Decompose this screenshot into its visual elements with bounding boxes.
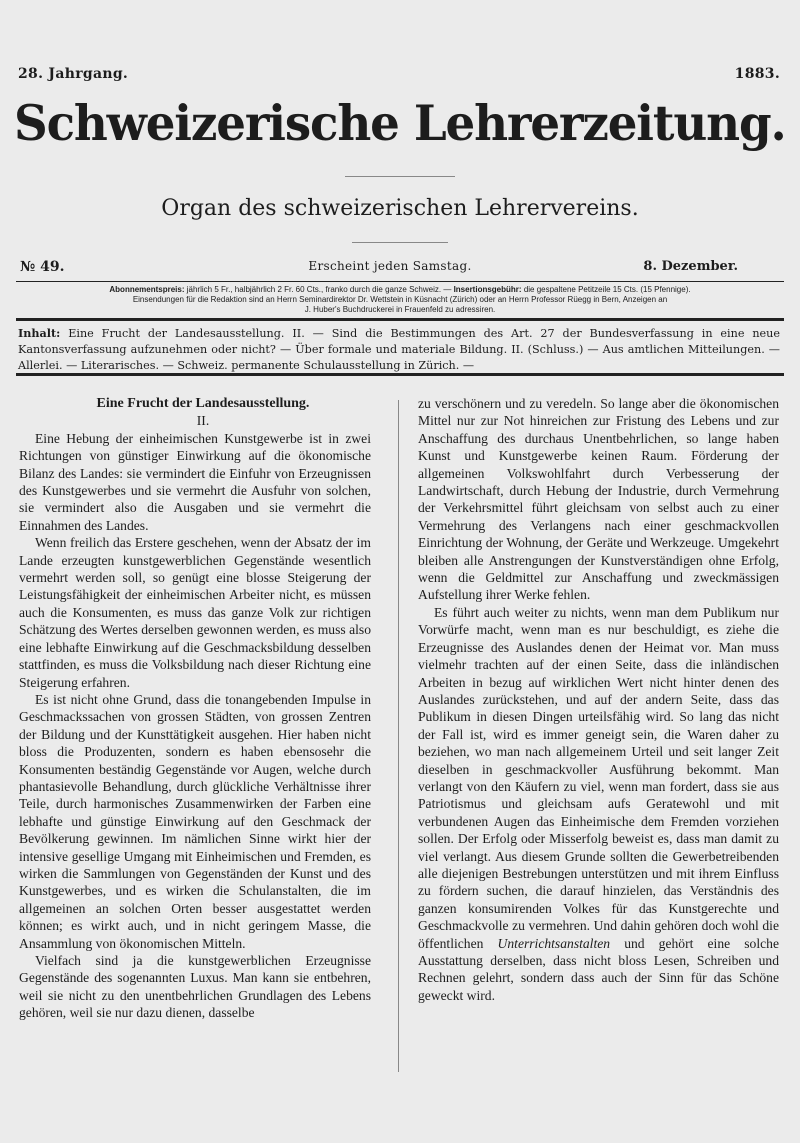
masthead-title: Schweizerische Lehrerzeitung.: [14, 94, 786, 152]
contents-label: Inhalt:: [18, 326, 61, 340]
right-column: [418, 395, 779, 1004]
paragraph: Vielfach sind ja die kunstgewerblichen Erzeugnisse Gegenstände des sogenannten Luxus. Man kann sie entbehren, weil sie nicht zu den unentbehrlichen Grundlagen des Lebens gehören, weil sie nur dazu dienen, dasselbe: [19, 953, 371, 1021]
paragraph: Wenn freilich das Erstere geschehen, wenn der Absatz der im Lande erzeugten kunstgewerblichen Gegenstände wesentlich vermehrt werden soll, so genügt eine blosse Steigerung der Leistungsfähigkeit der einheimischen Arbeiter nicht, es müssen auch die Konsumenten, es muss das ganze Volk zur richtigen Schätzung des Wertes derselben gewonnen werden, es muss also eine lebhafte Einwirkung auf die Geschmacksbildung desselben stattfinden, es muss die Volksbildung nach dieser Richtung eine Steigerung erfahren.: [19, 535, 371, 690]
contents-text: Eine Frucht der Landesausstellung. II. — Sind die Bestimmungen des Art. 27 der Bundesverfassung in eine neue Kantonsverfassung aufzunehmen oder nicht? — Über formale und materiale Bildung. II. (Schluss.) — Aus amtlichen Mitteilungen. — Allerlei. — Literarisches. — Schweiz. permanente Schulausstellung in Zürich. —: [18, 327, 781, 372]
abo-label: Abonnementspreis:: [109, 285, 185, 294]
frequency-note: Erscheint jeden Samstag.: [308, 259, 472, 273]
table-of-contents: [18, 325, 780, 374]
ornament-rule: [345, 176, 455, 177]
thick-rule-top: [16, 318, 784, 321]
thick-rule-bottom: [16, 373, 784, 376]
column-divider: [398, 400, 399, 1072]
ornament-rule-2: [352, 242, 448, 243]
italic-term: Unterrichtsanstalten: [497, 935, 611, 951]
year-label: 1883.: [734, 66, 780, 82]
thin-rule: [16, 281, 784, 282]
submission-text: Einsendungen für die Redaktion sind an Herrn Seminardirektor Dr. Wettstein in Küsnacht (Zürich) oder an Herrn Professor Rüegg in Bern, Anzeigen an: [132, 295, 668, 304]
ins-label: Insertionsgebühr:: [453, 285, 522, 294]
paragraph: Es führt auch weiter zu nichts, wenn man dem Publikum nur Vorwürfe macht, wenn man es nur beschuldigt, es ziehe die Erzeugnisse des Auslandes denen der Heimat vor. Man muss vielmehr trachten auf der einen Seite, dass die inländischen Arbeiten in bezug auf wirklichen Wert nicht hinter denen des Auslandes zurückstehen, und auf der andern Seite, dass das Publikum in diesen Dingen urteilsfähig wird. So lang das nicht der Fall ist, wird es immer geneigt sein, die Waren daher zu beziehen, wo man nach allgemeinem Urteil und seit langer Zeit dieselben in geschmackvoller Ausführung bekommt. Man verlangt von den Käufern zu viel, wenn man fordert, dass sie aus Patriotismus und gleichsam aufs Geratewohl und mit verbundenen Augen das Einheimische dem Fremden vorziehen sollen. Der Erfolg oder Misserfolg beweist es, dass man damit zu viel verlangt. Aus diesem Grunde sollten die Gewerbetreibenden alle diejenigen Bestrebungen unterstützen und mit ihrem Einfluss zu fördern suchen, die darauf hinzielen, das Verständnis des ganzen konsumirenden Volkes für das Kunstgerechte und Geschmackvolle zu vermehren. Und dahin gehören doch wohl die öffentlichen Unterrichtsanstalten und gehört eine solche Ausstattung derselben, dass nicht bloss Lesen, Schreiben und Rechnen gelehrt, sondern dass auch der Sinn für das Schöne geweckt wird.: [418, 604, 779, 1003]
paragraph: Eine Hebung der einheimischen Kunstgewerbe ist in zwei Richtungen von günstiger Einwirkung auf die ökonomische Bilanz des Landes: sie vermindert die Einfuhr von Erzeugnissen des Kunstgewerbes und sie vermehrt die Ausfuhr von solchen, sie vermindert also die Ausgaben und sie vermehrt die Einnahmen des Landes.: [19, 430, 371, 533]
paragraph: Es ist nicht ohne Grund, dass die tonangebenden Impulse in Geschmackssachen von grossen Städten, von grossen Zentren der Bildung und der Kunsttätigkeit ausgehen. Hier haben nicht bloss die Produzenten, sondern es haben ebensosehr die Konsumenten beständig Gegenstände vor Augen, welche durch phantasievolle Behandlung, durch glückliche Verhältnisse ihrer Teile, durch harmonisches Zusammenwirken der Farben eine lebhafte und günstige Einwirkung auf den Geschmack der Bevölkerung gewinnen. Im nämlichen Sinne wirkt hier der intensive gesellige Umgang mit Einheimischen und Fremden, es wirken die Sammlungen von Gegenständen der Kunst und des Kunstgewerbes, und es wirken die Schulanstalten, die im allgemeinen an solchen Orten besser ausgestattet werden können; es wirkt auch, und in nicht geringem Masse, die Ansammlung von ökonomischen Mitteln.: [19, 691, 371, 951]
organ-subtitle: Organ des schweizerischen Lehrervereins.: [161, 196, 639, 221]
article-title: Eine Frucht der Landesausstellung.: [96, 396, 310, 411]
issue-date: 8. Dezember.: [643, 259, 738, 274]
paragraph: zu verschönern und zu veredeln. So lange aber die ökonomischen Mittel nur zur Not hinreichen zur Fristung des Lebens und zur Anschaffung des durchaus Unentbehrlichen, so lange haben Kunst und Kunstgewerbe keinen Raum. Förderung der allgemeinen Volkswohlfahrt durch Verbesserung der Landwirtschaft, durch Hebung der Industrie, durch Vermehrung der Verkehrsmittel führt gleichsam von selbst auch zu einer Vermehrung des Verlangens nach einer geschmackvollen Einrichtung der Wohnung, der Geräte und Werkzeuge. Umgekehrt bleiben alle Anstrengungen der Kunstverständigen ohne Erfolg, wenn die Geldmittel zur Anschaffung und zweckmässigen Aufstellung ihrer Werke fehlen.: [418, 396, 779, 603]
abo-text: jährlich 5 Fr., halbjährlich 2 Fr. 60 Cts., franko durch die ganze Schweiz. —: [186, 285, 452, 294]
volume-label: 28. Jahrgang.: [18, 66, 129, 82]
subscription-info: [16, 285, 784, 315]
printer-text: J. Huber's Buchdruckerei in Frauenfeld zu adressiren.: [304, 305, 496, 314]
issue-number: № 49.: [20, 259, 65, 275]
ins-text: die gespaltene Petitzeile 15 Cts. (15 Pfennige).: [523, 285, 691, 294]
article-part: II.: [196, 413, 210, 429]
left-column: [19, 395, 371, 1022]
